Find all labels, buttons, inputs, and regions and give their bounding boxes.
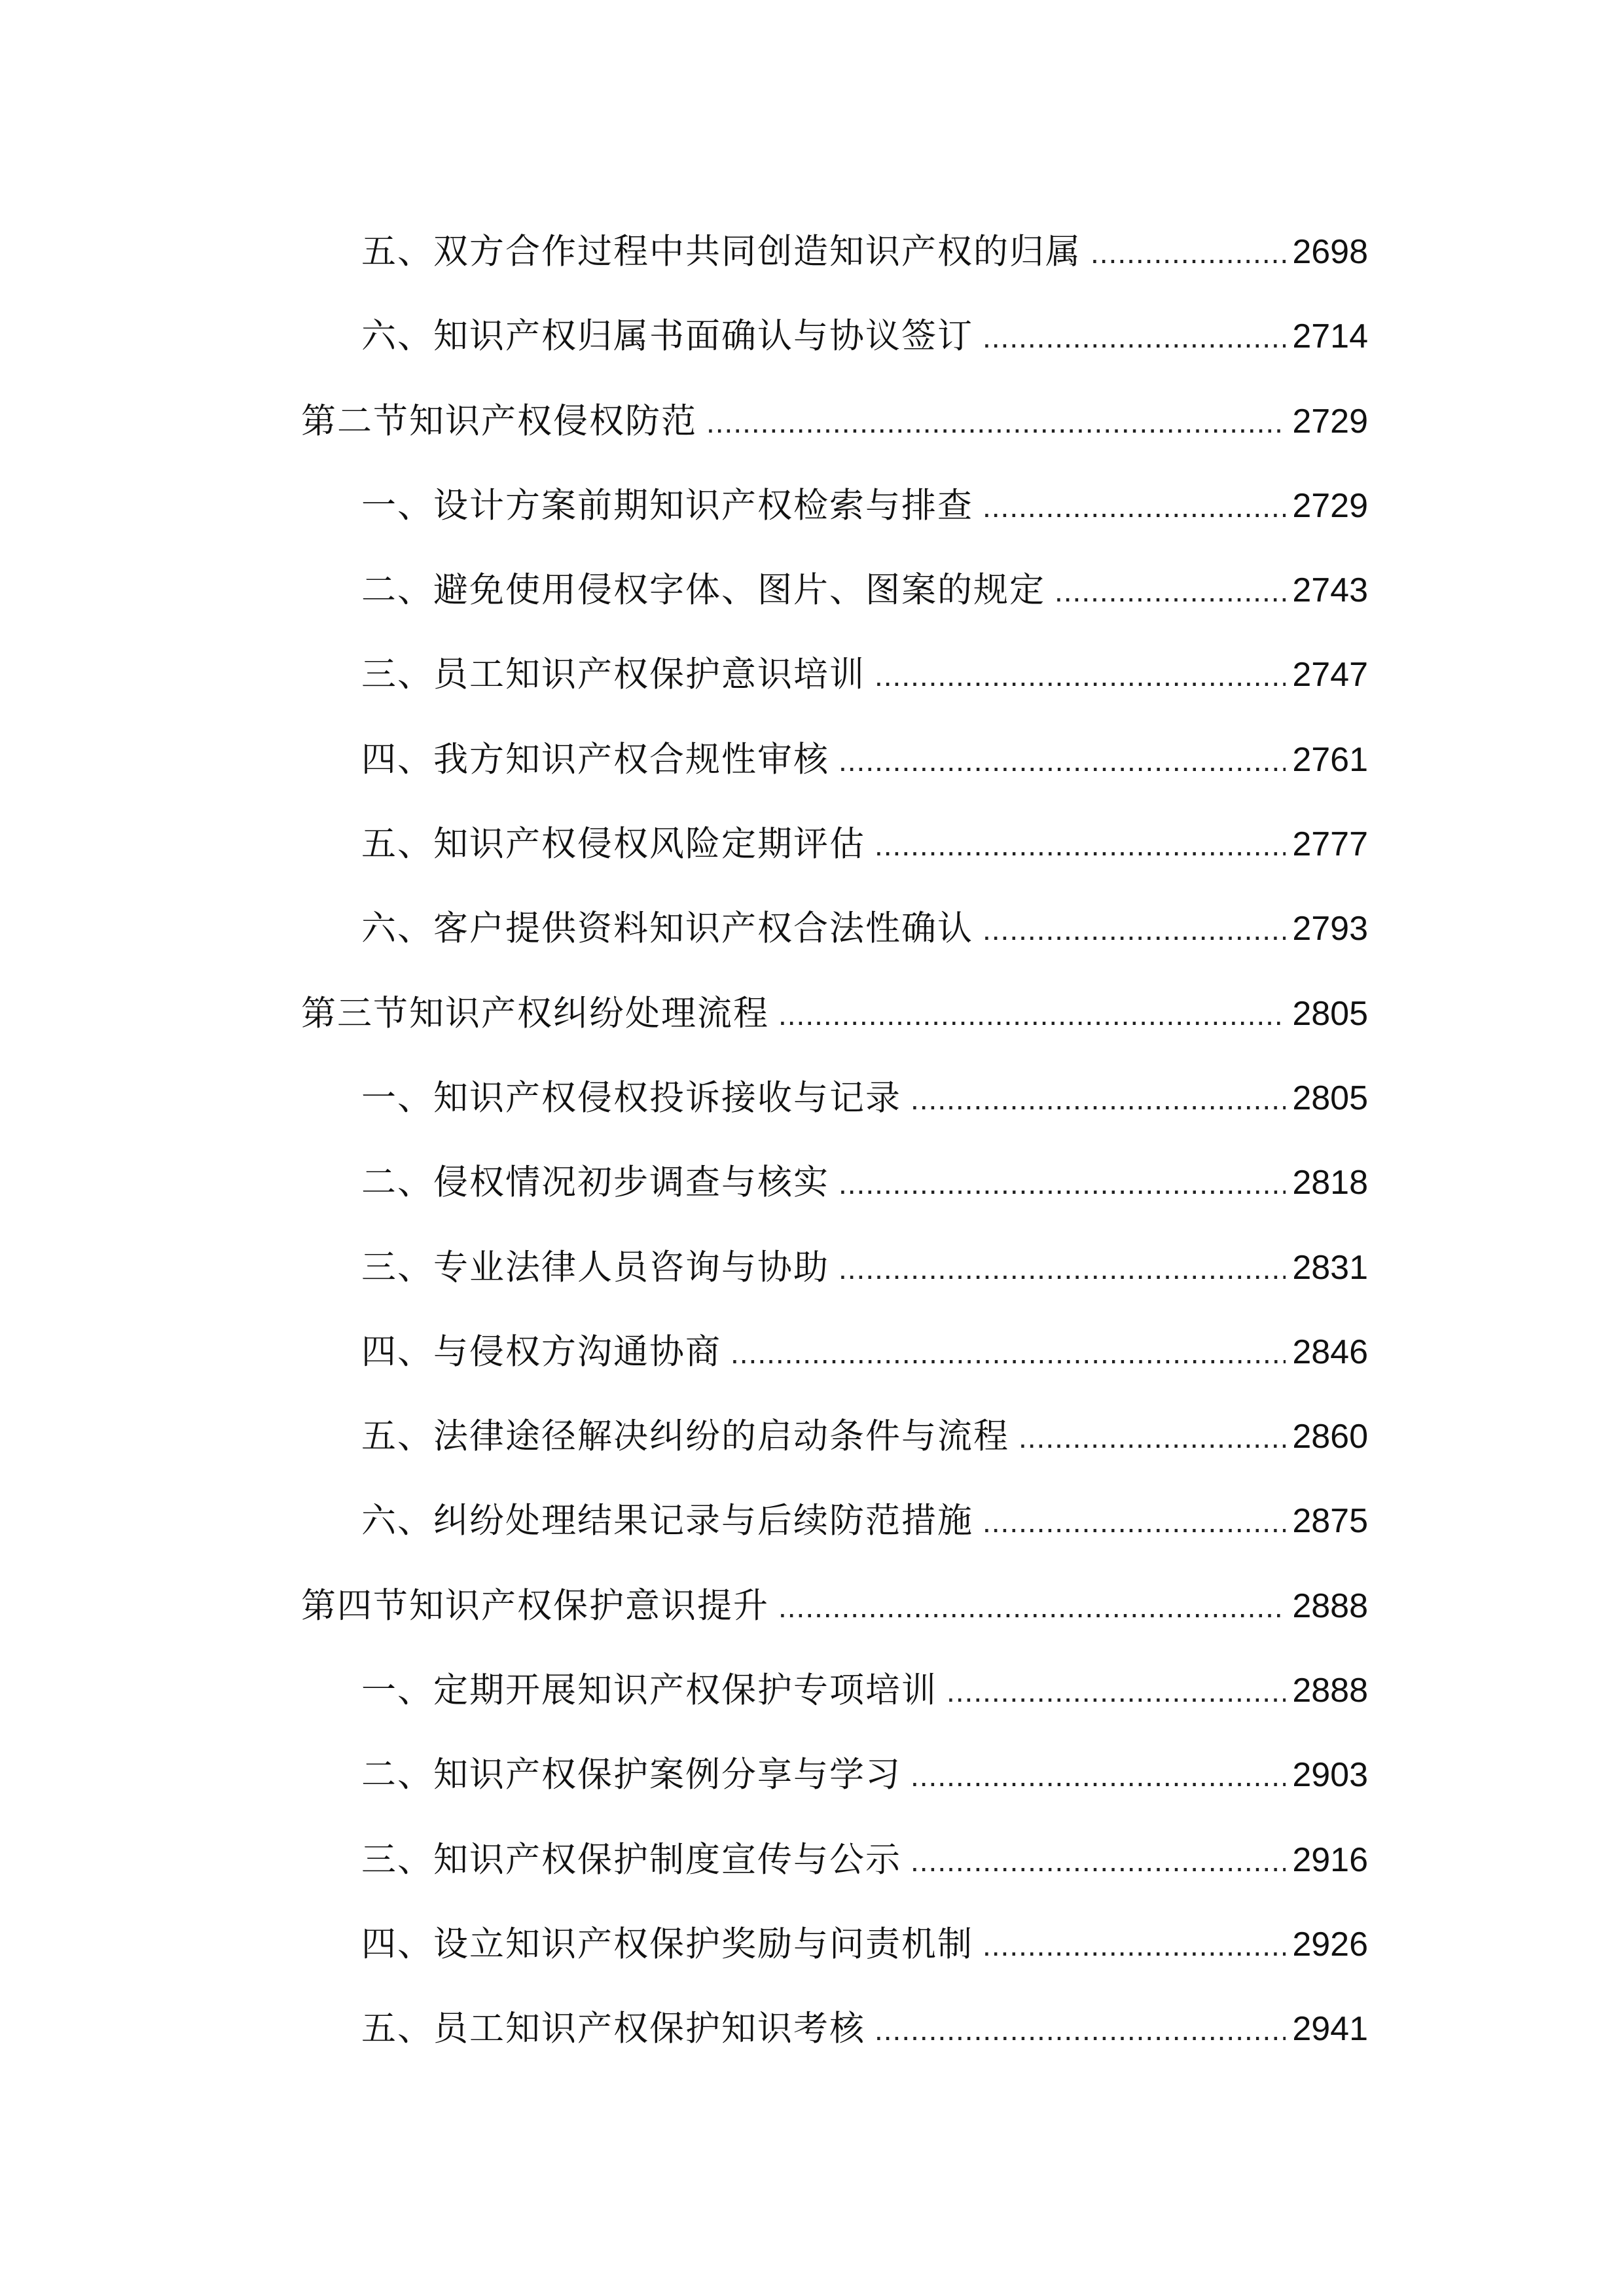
dot-leader (983, 1903, 1286, 1988)
toc-page-number: 2747 (1292, 656, 1368, 694)
toc-entry-title: 四、我方知识产权合规性审核 (361, 739, 829, 780)
toc-page-number: 2888 (1292, 1587, 1368, 1625)
dot-leader (875, 1988, 1286, 2072)
toc-page-number: 2793 (1292, 910, 1368, 948)
toc-page-number: 2903 (1292, 1756, 1368, 1795)
toc-entry-title: 一、设计方案前期知识产权检索与排查 (361, 485, 973, 526)
dot-leader (1055, 549, 1286, 634)
toc-subsection-entry[interactable] (301, 802, 1368, 886)
toc-subsection-entry[interactable] (301, 632, 1368, 717)
toc-subsection-entry[interactable] (301, 1902, 1368, 1986)
toc-page-number: 2729 (1292, 402, 1368, 440)
dot-leader (1019, 1395, 1286, 1480)
toc-entry-title: 四、与侵权方沟通协商 (361, 1331, 721, 1372)
dot-leader (947, 1649, 1286, 1734)
toc-page-number: 2805 (1292, 1079, 1368, 1117)
dot-leader (983, 295, 1286, 380)
toc-entry-title: 四、设立知识产权保护奖励与问责机制 (361, 1924, 973, 1964)
toc-page-number: 2916 (1292, 1840, 1368, 1879)
dot-leader (911, 1819, 1286, 1903)
toc-subsection-entry[interactable] (301, 1648, 1368, 1732)
toc-page-number: 2714 (1292, 317, 1368, 356)
toc-page-number: 2698 (1292, 233, 1368, 271)
toc-entry-title: 五、知识产权侵权风险定期评估 (361, 824, 865, 865)
toc-page-number: 2818 (1292, 1164, 1368, 1202)
table-of-contents (301, 209, 1368, 2072)
toc-entry-title: 六、纠纷处理结果记录与后续防范措施 (361, 1501, 973, 1541)
toc-entry-title: 三、员工知识产权保护意识培训 (361, 655, 865, 695)
toc-entry-title: 三、知识产权保护制度宣传与公示 (361, 1839, 901, 1880)
toc-entry-title: 第二节知识产权侵权防范 (301, 401, 697, 441)
toc-entry-title: 第三节知识产权纠纷处理流程 (301, 993, 769, 1033)
dot-leader (1091, 211, 1286, 295)
toc-page-number: 2729 (1292, 486, 1368, 525)
toc-section-heading[interactable] (301, 971, 1368, 1056)
toc-subsection-entry[interactable] (301, 294, 1368, 378)
toc-entry-title: 二、知识产权保护案例分享与学习 (361, 1755, 901, 1795)
dot-leader (731, 1311, 1286, 1395)
toc-page-number: 2941 (1292, 2010, 1368, 2049)
dot-leader (875, 634, 1286, 718)
toc-page-number: 2743 (1292, 571, 1368, 610)
toc-page-number: 2777 (1292, 825, 1368, 864)
toc-subsection-entry[interactable] (301, 209, 1368, 294)
toc-entry-title: 二、避免使用侵权字体、图片、图案的规定 (361, 570, 1045, 611)
dot-leader (911, 1734, 1286, 1818)
toc-subsection-entry[interactable] (301, 1818, 1368, 1902)
toc-entry-title: 六、知识产权归属书面确认与协议签订 (361, 316, 973, 357)
toc-subsection-entry[interactable] (301, 463, 1368, 548)
toc-page-number: 2888 (1292, 1672, 1368, 1710)
dot-leader (911, 1057, 1286, 1141)
toc-subsection-entry[interactable] (301, 1225, 1368, 1310)
toc-section-heading[interactable] (301, 379, 1368, 463)
toc-subsection-entry[interactable] (301, 1394, 1368, 1479)
toc-page-number: 2761 (1292, 740, 1368, 779)
toc-entry-title: 六、客户提供资料知识产权合法性确认 (361, 908, 973, 949)
toc-subsection-entry[interactable] (301, 548, 1368, 632)
toc-subsection-entry[interactable] (301, 1140, 1368, 1225)
toc-entry-title: 五、双方合作过程中共同创造知识产权的归属 (361, 232, 1081, 272)
toc-page-number: 2831 (1292, 1248, 1368, 1287)
dot-leader (983, 1480, 1286, 1564)
toc-subsection-entry[interactable] (301, 1310, 1368, 1394)
toc-page-number: 2805 (1292, 994, 1368, 1033)
toc-entry-title: 五、法律途径解决纠纷的启动条件与流程 (361, 1416, 1009, 1457)
toc-subsection-entry[interactable] (301, 1479, 1368, 1563)
dot-leader (778, 973, 1286, 1057)
toc-entry-title: 五、员工知识产权保护知识考核 (361, 2009, 865, 2049)
dot-leader (983, 888, 1286, 972)
toc-section-heading[interactable] (301, 1564, 1368, 1648)
toc-entry-title: 三、专业法律人员咨询与协助 (361, 1247, 829, 1287)
toc-page-number: 2846 (1292, 1333, 1368, 1371)
toc-subsection-entry[interactable] (301, 1056, 1368, 1140)
toc-page-number: 2860 (1292, 1418, 1368, 1456)
toc-entry-title: 一、知识产权侵权投诉接收与记录 (361, 1077, 901, 1118)
dot-leader (706, 380, 1286, 465)
toc-entry-title: 一、定期开展知识产权保护专项培训 (361, 1670, 937, 1711)
toc-subsection-entry[interactable] (301, 717, 1368, 802)
dot-leader (839, 719, 1286, 803)
toc-entry-title: 第四节知识产权保护意识提升 (301, 1585, 769, 1626)
dot-leader (875, 803, 1286, 888)
toc-page-number: 2926 (1292, 1925, 1368, 1964)
toc-subsection-entry[interactable] (301, 1732, 1368, 1817)
toc-page-number: 2875 (1292, 1502, 1368, 1541)
dot-leader (839, 1141, 1286, 1226)
dot-leader (839, 1227, 1286, 1311)
dot-leader (778, 1565, 1286, 1649)
toc-entry-title: 二、侵权情况初步调查与核实 (361, 1162, 829, 1203)
toc-subsection-entry[interactable] (301, 1986, 1368, 2071)
toc-subsection-entry[interactable] (301, 886, 1368, 971)
dot-leader (983, 465, 1286, 549)
